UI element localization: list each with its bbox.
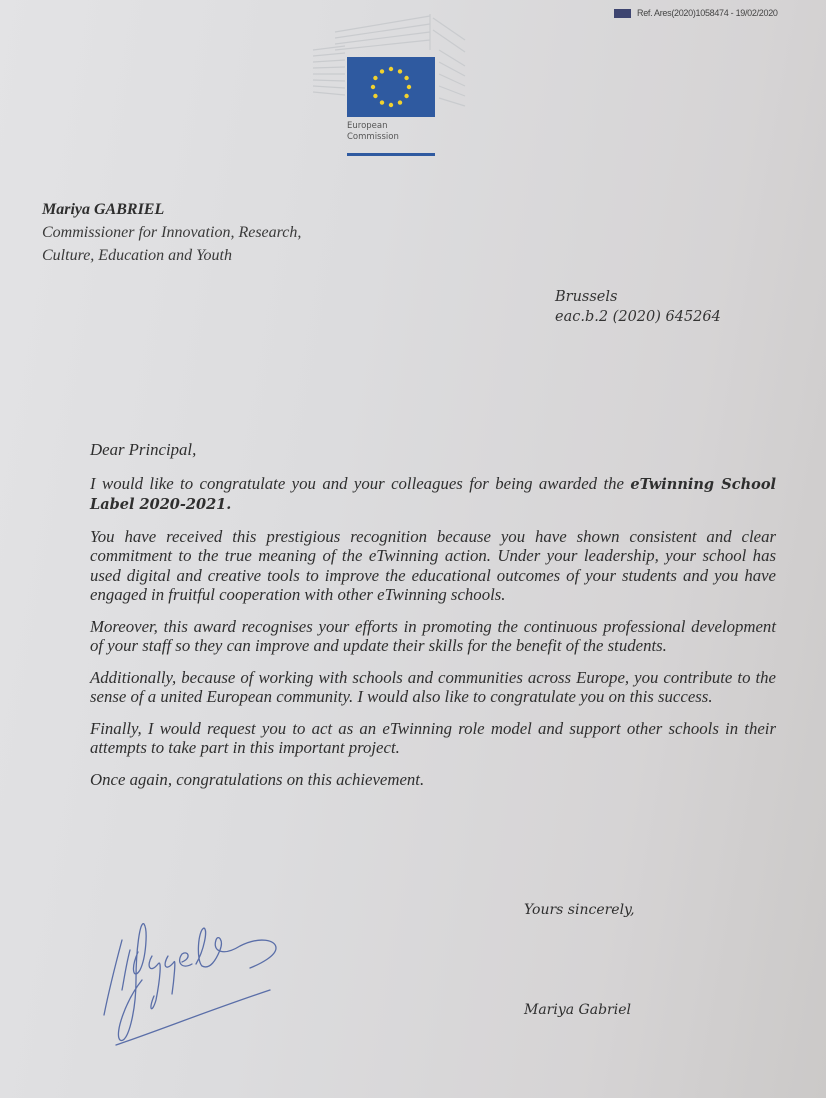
eu-star	[407, 85, 411, 89]
eu-star	[398, 69, 402, 73]
european-commission-logo	[305, 10, 470, 150]
eu-star	[389, 67, 393, 71]
eu-star	[404, 76, 408, 80]
paragraph-6: Once again, congratulations on this achievement.	[90, 769, 425, 789]
paragraph-1	[90, 474, 776, 515]
sender-title-line-1: Commissioner for Innovation, Research,	[42, 224, 302, 241]
reference-text: Ref. Ares(2020)1058474 - 19/02/2020	[637, 8, 778, 18]
eu-star	[380, 100, 384, 104]
letter-body	[90, 440, 776, 801]
eu-star	[371, 85, 375, 89]
eu-star	[380, 69, 384, 73]
logo-line-commission: Commission	[347, 132, 399, 142]
document-reference	[614, 8, 778, 18]
eu-flag	[347, 57, 435, 117]
location-block	[555, 287, 721, 327]
eu-star	[389, 103, 393, 107]
valediction: Yours sincerely,	[524, 902, 635, 918]
city: Brussels	[555, 289, 618, 305]
sender-block	[42, 198, 301, 267]
eu-stars-icon	[347, 57, 435, 117]
eu-star	[398, 100, 402, 104]
sender-title-line-2: Culture, Education and Youth	[42, 247, 232, 264]
logo-line-european: European	[347, 121, 388, 131]
award-name: eTwinning School Label 2020-2021.	[90, 475, 776, 513]
salutation: Dear Principal,	[90, 440, 197, 459]
reference-marker-icon	[614, 9, 631, 18]
logo-underline	[347, 153, 435, 156]
eu-star	[404, 94, 408, 98]
sender-name: Mariya GABRIEL	[42, 201, 165, 218]
paragraph-3: Moreover, this award recognises your efforts in promoting the continuous professional development of your staff so they can improve and update their skills for the benefit of the students.	[90, 616, 776, 655]
logo-text	[347, 121, 399, 143]
handwritten-signature	[100, 910, 340, 1050]
eu-star	[373, 94, 377, 98]
eu-star	[373, 76, 377, 80]
signatory-name: Mariya Gabriel	[524, 1002, 631, 1018]
paragraph-1-text: I would like to congratulate you and your colleagues for being awarded the	[90, 473, 631, 493]
paragraph-4: Additionally, because of working with schools and communities across Europe, you contribute to the sense of a united European community. I would also like to congratulate you on this success.	[90, 667, 776, 706]
paragraph-5: Finally, I would request you to act as an eTwinning role model and support other schools in their attempts to take part in this important project.	[90, 718, 776, 757]
letter-reference: eac.b.2 (2020) 645264	[555, 309, 721, 325]
paragraph-2: You have received this prestigious recognition because you have shown consistent and clear commitment to the true meaning of the eTwinning action. Under your leadership, your school has used digital and creative tools to improve the educational outcomes of your students and you have engaged in fruitful cooperation with other eTwinning schools.	[90, 526, 776, 604]
